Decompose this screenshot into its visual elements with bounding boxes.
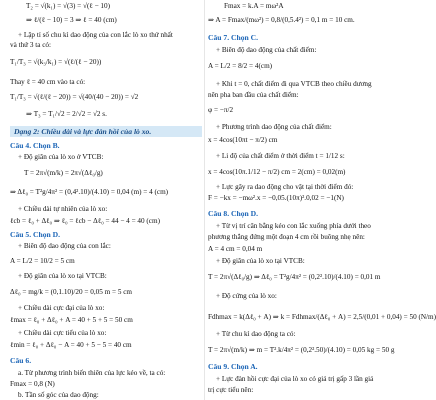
formula-line: A = 4 cm = 0,04 m <box>208 245 263 253</box>
answer-heading: Câu 9. Chọn A. <box>208 362 258 371</box>
text-line: + Độ giãn của lò xo tại VTCB: <box>18 272 107 280</box>
text-line: b. Tần số góc của dao động: <box>18 391 99 399</box>
formula-line: Fmax = 0,8 (N) <box>10 380 55 388</box>
text-line: trị cực tiểu nên: <box>208 386 254 394</box>
text-line: + Độ giãn của lò xo tại VTCB: <box>216 257 305 265</box>
text-line: + Phương trình dao động của chất điểm: <box>216 123 332 131</box>
answer-heading: Câu 4. Chọn B. <box>10 141 60 150</box>
text-line: + Biên độ dao động của con lắc: <box>18 242 111 250</box>
formula-line: ⇒ T₃ = T₁/√2 = 2/√2 = √2 s. <box>26 110 107 118</box>
formula-line: ℓmin = ℓ₀ + Δℓ₀ − A = 40 + 5 − 5 = 40 cm <box>10 341 132 349</box>
formula-line: ℓcb = ℓ₀ + Δℓ₀ ⇒ ℓ₀ = ℓcb − Δℓ₀ = 44 − 4 = 40 (cm) <box>10 217 160 225</box>
formula-line: F = −kx = −mω².x = −0,05.(10π)².0,02 = −1(N) <box>208 194 344 202</box>
section-title: Dạng 2: Chiều dài và lực đàn hồi của lò xo. <box>10 126 202 137</box>
formula-line: Fdhmax = k(Δℓ₀ + A) ⇒ k = Fdhmax/(Δℓ₀ + A) = 2,5/(0,01 + 0,04) = 50 (N/m) <box>208 313 436 321</box>
formula-line: ⇒ Δℓ₀ = T²g/4π² = (0,4².10)/(4.10) = 0,04 (m) = 4 (cm) <box>10 188 169 196</box>
text-line: + Chiều dài cực đại của lò xo: <box>18 304 105 312</box>
text-line: phương thẳng đứng một đoạn 4 cm rồi buông nhẹ nên: <box>208 233 365 241</box>
answer-heading: Câu 7. Chọn C. <box>208 33 259 42</box>
text-line: + Lực gây ra dao động cho vật tại thời điểm đó: <box>216 183 354 191</box>
text-line: + Chiều dài cực tiểu của lò xo: <box>18 329 107 337</box>
text-line: + Độ cứng của lò xo: <box>216 292 277 300</box>
text-line: a. Từ phương trình biến thiên của lực kéo về, ta có: <box>18 369 166 377</box>
formula-line: T = 2π√(m/k) = 2π√(Δℓ₀/g) <box>24 169 103 177</box>
answer-heading: Câu 6. <box>10 356 32 365</box>
text-line: + Độ giãn của lò xo ở VTCB: <box>18 153 104 161</box>
right-column <box>208 0 436 400</box>
text-line: + Từ chu kì dao động ta có: <box>216 330 296 338</box>
formula-line: x = 4cos(10πt − π/2) cm <box>208 136 278 144</box>
text-line: + Lập tỉ số chu kì dao động của con lắc lò xo thứ nhất <box>18 31 173 39</box>
answer-heading: Câu 8. Chọn D. <box>208 209 259 218</box>
text-line: + Khi t = 0, chất điểm đi qua VTCB theo chiều dương <box>216 80 372 88</box>
formula-line: x = 4cos(10π.1/12 − π/2) cm = 2(cm) = 0,02(m) <box>208 168 346 176</box>
formula-line: ℓmax = ℓ₀ + Δℓ₀ + A = 40 + 5 + 5 = 50 cm <box>10 316 133 324</box>
left-column <box>10 0 202 400</box>
text-line: + Từ vị trí cân bằng kéo con lắc xuống phía dưới theo <box>216 222 371 230</box>
formula-line: A = L/2 = 8/2 = 4(cm) <box>208 62 273 70</box>
formula-line: φ = −π/2 <box>208 106 234 114</box>
text-line: + Biên độ dao động của chất điểm: <box>216 46 317 54</box>
formula-line: T₁/T₃ = √(ℓ/(ℓ − 20)) = √(40/(40 − 20)) = √2 <box>10 93 139 101</box>
formula-line: Fmax = k.A = mω²A <box>224 2 284 10</box>
text-line: Thay ℓ = 40 cm vào ta có: <box>10 78 86 86</box>
answer-heading: Câu 5. Chọn D. <box>10 230 61 239</box>
formula-line: T = 2π√(m/k) ⇒ m = T².k/4π² = (0,2².50)/(4.10) = 0,05 kg = 50 g <box>208 346 395 354</box>
formula-line: Δℓ₀ = mg/k = (0,1.10)/20 = 0,05 m = 5 cm <box>10 288 133 296</box>
text-line: nên pha ban đầu của chất điểm: <box>208 91 299 99</box>
text-line: và thứ 3 ta có: <box>10 41 52 49</box>
formula-line: T₂ = √(k₁) = √(3) = √(ℓ − 10) <box>26 2 111 10</box>
text-line: + Li độ của chất điểm ở thời điểm t = 1/12 s: <box>216 152 345 160</box>
formula-line: ⇒ A = Fmax/(mω²) = 0,8/(0,5.4²) = 0,1 m = 10 cm. <box>208 16 355 24</box>
text-line: + Lực đàn hồi cực đại của lò xo có giá trị gấp 3 lần giá <box>216 375 374 383</box>
column-divider <box>204 0 205 400</box>
formula-line: T₁/T₃ = √(k₃/k₁) = √(ℓ/(ℓ − 20)) <box>10 58 102 66</box>
text-line: + Chiều dài tự nhiên của lò xo: <box>18 205 108 213</box>
formula-line: T = 2π√(Δℓ₀/g) ⇒ Δℓ₀ = T²g/4π² = (0,2².10)/(4.10) = 0,01 m <box>208 273 381 281</box>
formula-line: A = L/2 = 10/2 = 5 cm <box>10 257 75 265</box>
formula-line: ⇒ ℓ/(ℓ − 10) = 3 ⇒ ℓ = 40 (cm) <box>26 16 117 24</box>
